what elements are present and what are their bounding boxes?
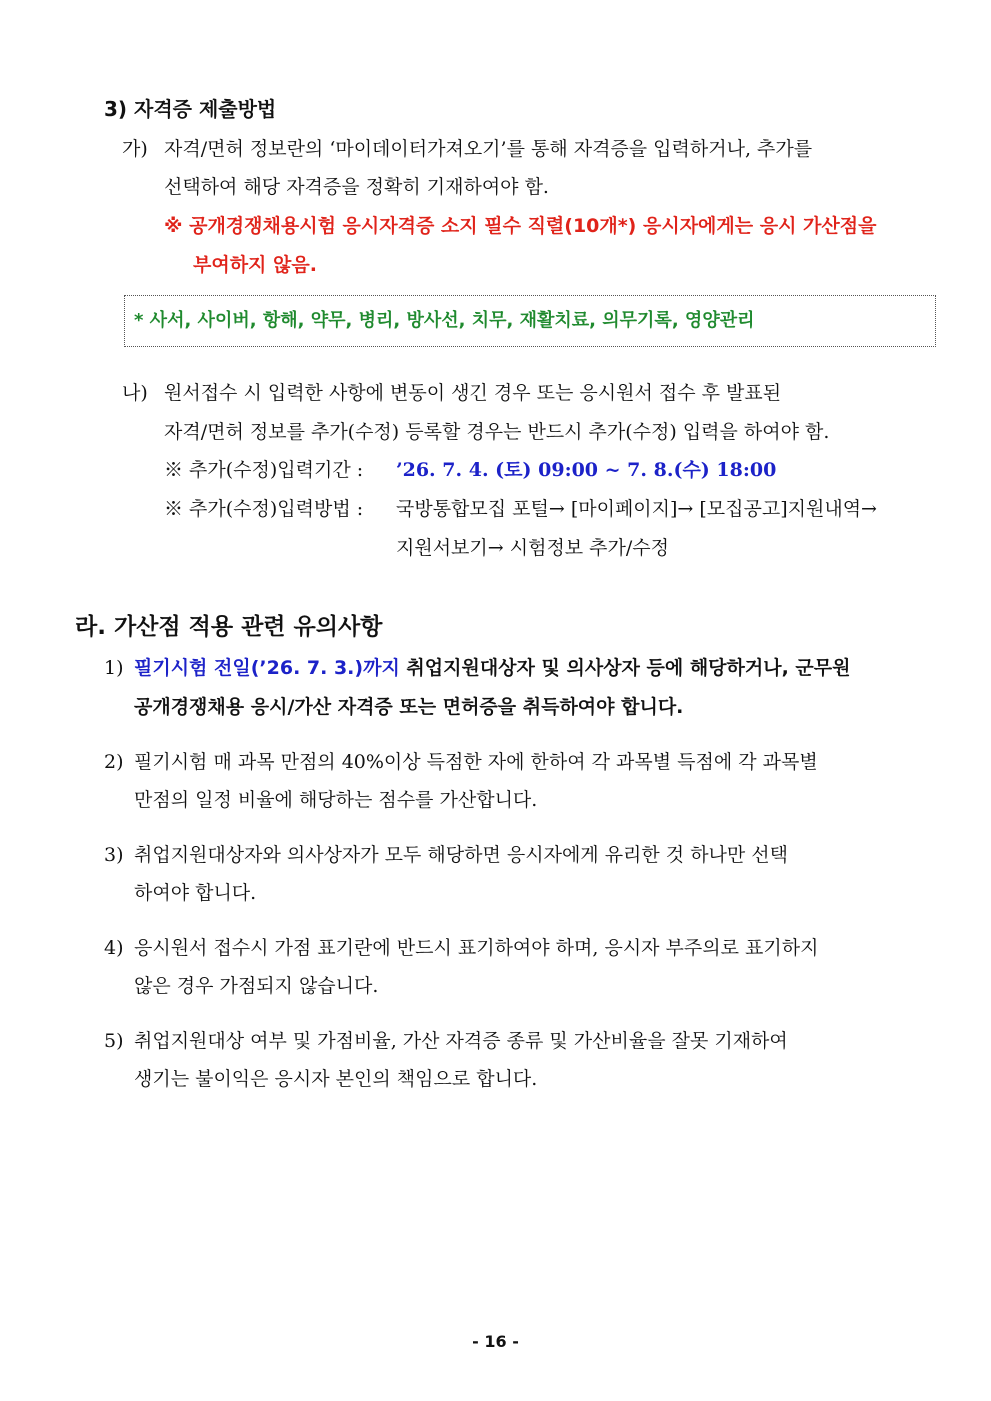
method-line-1: 국방통합모집 포털→ [마이페이지]→ [모집공고]지원내역→: [396, 498, 877, 520]
method-line-2: 지원서보기→ 시험정보 추가/수정: [396, 537, 670, 559]
period-value: ’26. 7. 4. (토) 09:00 ~ 7. 8.(수) 18:00: [396, 459, 777, 481]
item-3-marker: 3): [104, 844, 124, 866]
method-label: ※ 추가(수정)입력방법 :: [164, 498, 364, 520]
item-3-line-2: 하여야 합니다.: [134, 882, 257, 904]
item-5-line-1: 취업지원대상 여부 및 가점비율, 가산 자격증 종류 및 가산비율을 잘못 기재하여: [134, 1030, 788, 1052]
page-number: - 16 -: [472, 1332, 519, 1351]
note-box-text: * 사서, 사이버, 항해, 약무, 병리, 방사선, 치무, 재활치료, 의무기록, 영양관리: [134, 310, 755, 331]
item-5-marker: 5): [104, 1030, 124, 1052]
item-1-rest: 취업지원대상자 및 의사상자 등에 해당하거나, 군무원: [399, 657, 851, 679]
item-na-line-2: 자격/면허 정보를 추가(수정) 등록할 경우는 반드시 추가(수정) 입력을 하여야 함.: [164, 421, 830, 443]
item-ga-line-1: 자격/면허 정보란의 ‘마이데이터가져오기’를 통해 자격증을 입력하거나, 추가를: [164, 138, 813, 160]
section-ra-heading: 라. 가산점 적용 관련 유의사항: [75, 614, 383, 640]
item-4-marker: 4): [104, 937, 124, 959]
item-na-line-1: 원서접수 시 입력한 사항에 변동이 생긴 경우 또는 응시원서 접수 후 발표된: [164, 382, 782, 404]
item-2-marker: 2): [104, 751, 124, 773]
item-1-line-1: [134, 654, 851, 682]
warning-line-2: 부여하지 않음.: [193, 254, 317, 276]
item-4-line-1: 응시원서 접수시 가점 표기란에 반드시 표기하여야 하며, 응시자 부주의로 표기하지: [134, 937, 819, 959]
item-2-line-1: 필기시험 매 과목 만점의 40%이상 득점한 자에 한하여 각 과목별 득점에 각 과목별: [134, 751, 818, 773]
period-label: ※ 추가(수정)입력기간 :: [164, 459, 364, 481]
item-5-line-2: 생기는 불이익은 응시자 본인의 책임으로 합니다.: [134, 1068, 538, 1090]
item-4-line-2: 않은 경우 가점되지 않습니다.: [134, 975, 379, 997]
item-2-line-2: 만점의 일정 비율에 해당하는 점수를 가산합니다.: [134, 789, 538, 811]
item-ga-marker: 가): [122, 138, 148, 160]
item-1-marker: 1): [104, 657, 124, 679]
warning-line-1: ※ 공개경쟁채용시험 응시자격증 소지 필수 직렬(10개*) 응시자에게는 응시 가산점을: [164, 215, 877, 237]
item-1-deadline: 필기시험 전일(’26. 7. 3.)까지: [134, 657, 400, 679]
item-na-marker: 나): [122, 382, 148, 404]
item-3-line-1: 취업지원대상자와 의사상자가 모두 해당하면 응시자에게 유리한 것 하나만 선택: [134, 844, 788, 866]
item-1-line-2: 공개경쟁채용 응시/가산 자격증 또는 면허증을 취득하여야 합니다.: [134, 696, 684, 718]
item-ga-line-2: 선택하여 해당 자격증을 정확히 기재하여야 함.: [164, 176, 549, 198]
section-3-heading: 3) 자격증 제출방법: [104, 97, 277, 121]
